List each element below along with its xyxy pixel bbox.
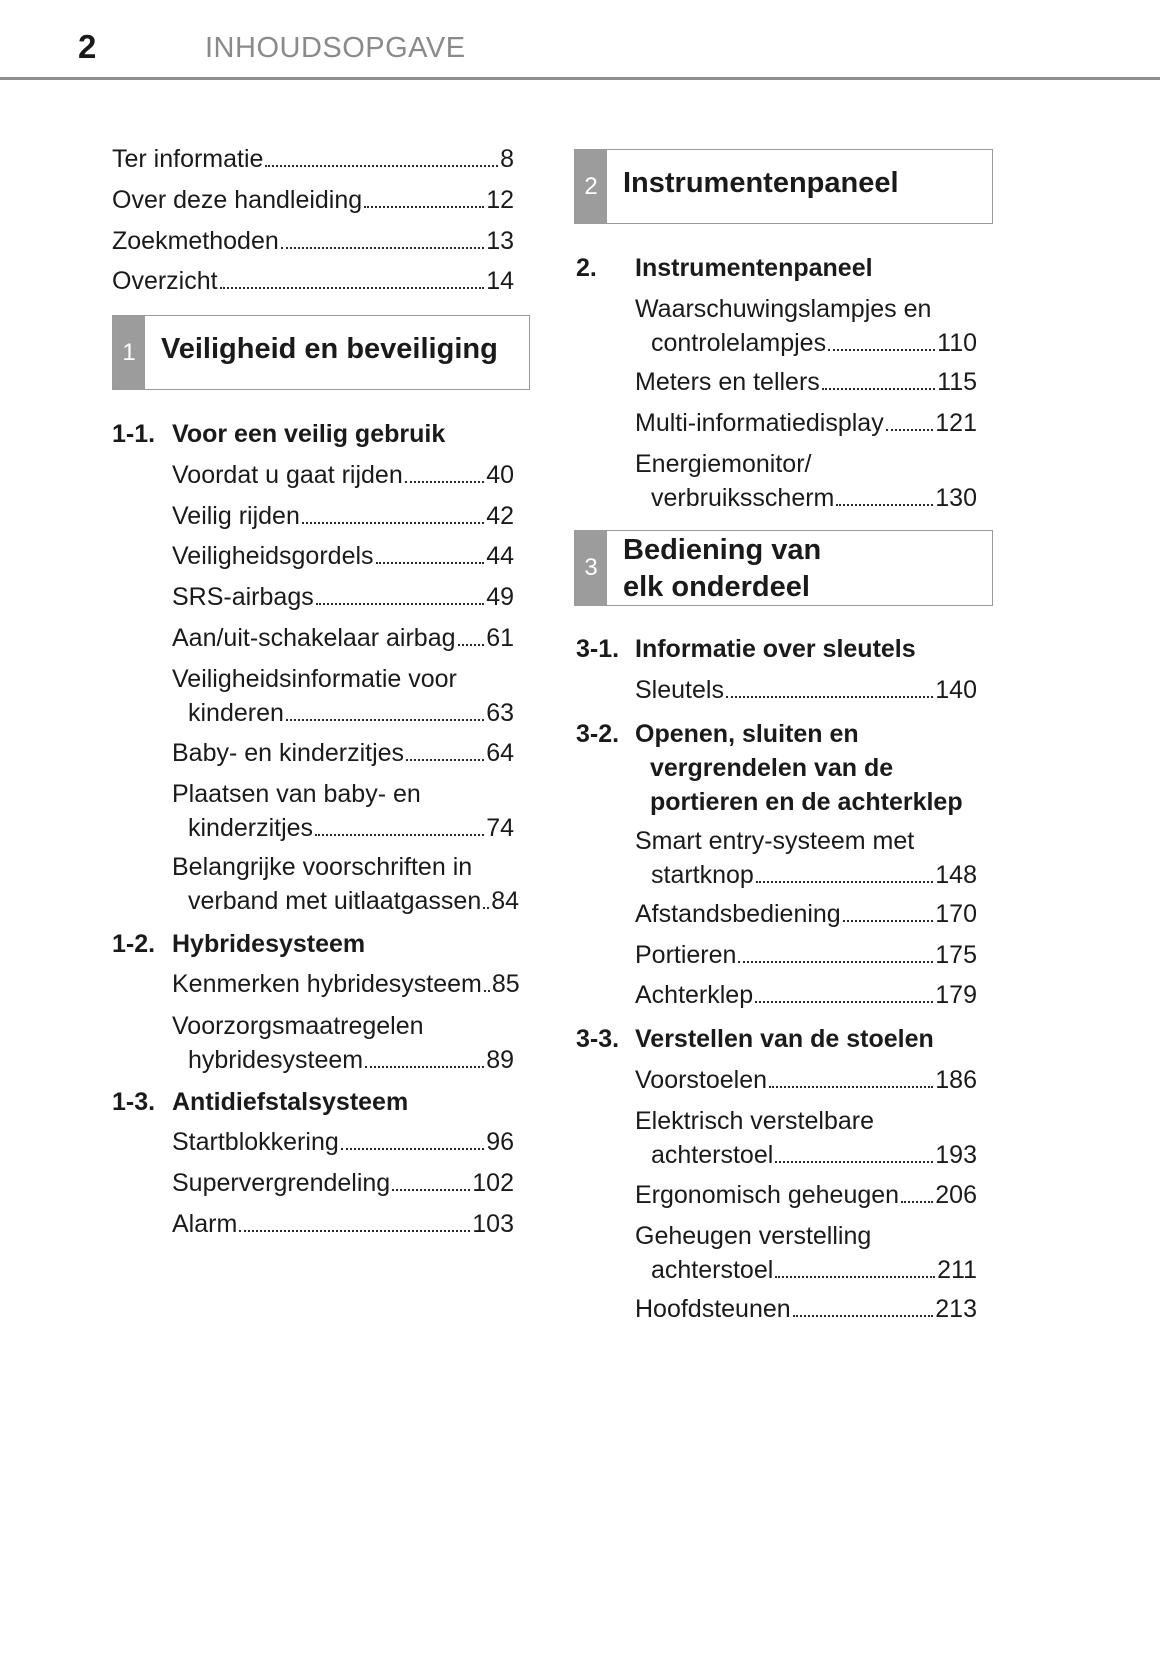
toc-entry[interactable]	[635, 1063, 977, 1097]
leader-dots	[483, 907, 489, 909]
toc-entry-page: 8	[500, 145, 514, 173]
toc-entry-title: Portieren	[635, 941, 737, 969]
toc-entry[interactable]	[635, 673, 977, 707]
chapter-number-tab: 1	[113, 316, 145, 389]
toc-entry-page: 64	[486, 739, 514, 767]
header-divider	[0, 77, 1160, 80]
chapter-1-heading[interactable]	[112, 315, 530, 390]
leader-dots	[775, 1161, 933, 1163]
page-header	[0, 0, 1160, 80]
section-title: Voor een veilig gebruik	[172, 420, 446, 448]
toc-entry-title: Achterklep	[635, 981, 754, 1009]
toc-entry[interactable]	[172, 662, 514, 730]
section-title: Instrumentenpaneel	[635, 254, 873, 282]
toc-entry-title: verband met uitlaatgassen	[188, 887, 482, 915]
chapter-number-tab: 2	[575, 150, 607, 223]
toc-entry-title: Startblokkering	[172, 1128, 339, 1156]
toc-entry-page: 186	[935, 1066, 977, 1094]
toc-entry-title: Supervergrendeling	[172, 1169, 391, 1197]
toc-entry-title: Sleutels	[635, 676, 724, 704]
toc-entry-title: Aan/uit-schakelaar airbag	[172, 624, 456, 652]
chapter-3-heading[interactable]	[574, 530, 993, 606]
toc-entry-page: 49	[486, 583, 514, 611]
toc-entry-page: 84	[491, 887, 520, 915]
leader-dots	[364, 206, 484, 208]
toc-entry-page: 89	[486, 1046, 514, 1074]
leader-dots	[316, 603, 484, 605]
toc-entry-title: Meters en tellers	[635, 368, 820, 396]
toc-entry-overzicht[interactable]	[112, 264, 514, 298]
toc-entry[interactable]	[635, 1178, 977, 1212]
leader-dots	[239, 1230, 470, 1232]
toc-entry-title-line1: Elektrisch verstelbare	[635, 1107, 874, 1135]
toc-entry-title: startknop	[651, 861, 754, 889]
leader-dots	[843, 920, 934, 922]
toc-entry-title: Voorstoelen	[635, 1066, 768, 1094]
leader-dots	[406, 759, 484, 761]
toc-entry-title: Alarm	[172, 1210, 238, 1238]
toc-entry-page: 85	[491, 970, 520, 998]
toc-entry-title: kinderzitjes	[188, 814, 314, 842]
toc-entry[interactable]	[635, 938, 977, 972]
toc-entry[interactable]	[635, 897, 977, 931]
toc-entry-title: Baby- en kinderzitjes	[172, 739, 405, 767]
toc-entry-title-line1: Plaatsen van baby- en	[172, 780, 421, 808]
leader-dots	[738, 961, 933, 963]
leader-dots	[793, 1315, 934, 1317]
toc-entry[interactable]	[172, 850, 520, 918]
toc-entry-title: Ergonomisch geheugen	[635, 1181, 900, 1209]
toc-entry-page: 115	[937, 368, 977, 396]
leader-dots	[458, 644, 485, 646]
toc-entry[interactable]	[172, 621, 514, 655]
toc-entry-title: Veilig rijden	[172, 502, 300, 530]
toc-entry-title-line1: Belangrijke voorschriften in	[172, 853, 473, 881]
leader-dots	[286, 719, 484, 721]
toc-entry[interactable]	[635, 1292, 977, 1326]
leader-dots	[886, 429, 934, 431]
toc-entry-title: achterstoel	[651, 1256, 774, 1284]
toc-entry-title: Multi-informatiedisplay	[635, 409, 884, 437]
toc-entry[interactable]	[635, 824, 977, 892]
toc-entry-page: 130	[935, 484, 977, 512]
toc-entry[interactable]	[172, 539, 514, 573]
toc-entry-page: 170	[935, 900, 977, 928]
page-number: 2	[78, 28, 97, 65]
toc-entry-page: 61	[486, 624, 514, 652]
section-title: Antidiefstalsysteem	[172, 1088, 409, 1116]
toc-entry-title-line1: Energiemonitor/	[635, 450, 812, 478]
section-number: 3-1.	[576, 635, 620, 663]
toc-entry-title: achterstoel	[651, 1141, 774, 1169]
leader-dots	[822, 388, 935, 390]
toc-entry[interactable]	[172, 1009, 514, 1077]
toc-entry-title: Overzicht	[112, 267, 218, 295]
section-heading-3-2[interactable]	[576, 717, 996, 819]
section-number: 3-2.	[576, 720, 620, 748]
toc-entry-page: 13	[486, 227, 514, 255]
toc-entry-page: 14	[486, 267, 514, 295]
section-number: 1-2.	[112, 930, 156, 958]
toc-entry-page: 211	[937, 1256, 977, 1284]
section-number: 2.	[576, 254, 597, 282]
toc-entry-title: Over deze handleiding	[112, 186, 363, 214]
toc-entry[interactable]	[172, 458, 514, 492]
toc-entry-page: 63	[486, 699, 514, 727]
toc-entry-page: 213	[935, 1295, 977, 1323]
toc-entry-page: 175	[935, 941, 977, 969]
leader-dots	[484, 990, 490, 992]
toc-entry[interactable]	[172, 1166, 514, 1200]
toc-entry-page: 206	[935, 1181, 977, 1209]
toc-entry-title: Hoofdsteunen	[635, 1295, 791, 1323]
leader-dots	[755, 1001, 933, 1003]
toc-entry[interactable]	[172, 736, 514, 770]
toc-entry-title: Afstandsbediening	[635, 900, 841, 928]
leader-dots	[726, 696, 933, 698]
toc-entry[interactable]	[172, 777, 514, 845]
leader-dots	[901, 1201, 933, 1203]
leader-dots	[365, 1066, 484, 1068]
toc-entry-title-line1: Smart entry-systeem met	[635, 827, 915, 855]
toc-entry-title: hybridesysteem	[188, 1046, 364, 1074]
leader-dots	[836, 504, 933, 506]
toc-entry[interactable]	[635, 365, 977, 399]
toc-entry-page: 179	[935, 981, 977, 1009]
chapter-number-tab: 3	[575, 531, 607, 605]
section-title-line2: vergrendelen van de	[650, 754, 894, 782]
toc-entry-page: 148	[935, 861, 977, 889]
section-title: Verstellen van de stoelen	[635, 1025, 934, 1053]
leader-dots	[220, 287, 485, 289]
chapter-title: Instrumentenpaneel	[623, 167, 899, 199]
toc-entry[interactable]	[635, 1104, 977, 1172]
toc-entry-title: Kenmerken hybridesysteem	[172, 970, 482, 998]
toc-entry[interactable]	[635, 447, 977, 515]
section-title-line3: portieren en de achterklep	[650, 788, 963, 816]
section-number: 1-3.	[112, 1088, 156, 1116]
toc-entry-zoekmethoden[interactable]	[112, 224, 514, 258]
toc-entry[interactable]	[172, 1125, 514, 1159]
toc-entry[interactable]	[172, 580, 514, 614]
page-title: INHOUDSOPGAVE	[205, 32, 466, 64]
toc-entry[interactable]	[172, 1207, 514, 1241]
toc-entry[interactable]	[172, 499, 514, 533]
toc-entry-page: 40	[486, 461, 514, 489]
toc-entry-page: 103	[472, 1210, 514, 1238]
toc-entry-page: 96	[486, 1128, 514, 1156]
toc-entry-title: SRS-airbags	[172, 583, 314, 611]
toc-entry-page: 12	[486, 186, 514, 214]
section-title-line1: Openen, sluiten en	[635, 720, 859, 748]
toc-entry-ter-informatie[interactable]	[112, 142, 514, 176]
leader-dots	[302, 522, 484, 524]
leader-dots	[769, 1086, 933, 1088]
leader-dots	[775, 1276, 935, 1278]
chapter-title-line1: Bediening van	[623, 534, 822, 566]
toc-entry-over-deze-handleiding[interactable]	[112, 183, 514, 217]
chapter-2-heading[interactable]	[574, 149, 993, 224]
toc-entry-page: 44	[486, 542, 514, 570]
section-number: 3-3.	[576, 1025, 620, 1053]
leader-dots	[828, 349, 935, 351]
toc-entry-title: Zoekmethoden	[112, 227, 279, 255]
toc-entry-title-line1: Veiligheidsinformatie voor	[172, 665, 457, 693]
leader-dots	[281, 247, 484, 249]
leader-dots	[392, 1189, 470, 1191]
section-title: Hybridesysteem	[172, 930, 366, 958]
toc-entry-page: 140	[935, 676, 977, 704]
toc-entry-title: controlelampjes	[651, 329, 827, 357]
toc-entry-title: Voordat u gaat rijden	[172, 461, 403, 489]
toc-entry[interactable]	[172, 967, 520, 1001]
toc-entry[interactable]	[635, 978, 977, 1012]
toc-entry[interactable]	[635, 292, 977, 360]
toc-entry-title: verbruiksscherm	[651, 484, 835, 512]
toc-entry[interactable]	[635, 1219, 977, 1287]
toc-entry-title: kinderen	[188, 699, 284, 727]
leader-dots	[315, 834, 484, 836]
section-title: Informatie over sleutels	[635, 635, 916, 663]
chapter-title-line2: elk onderdeel	[623, 571, 810, 603]
chapter-title: Veiligheid en beveiliging	[161, 333, 498, 365]
toc-entry[interactable]	[635, 406, 977, 440]
leader-dots	[265, 165, 498, 167]
toc-entry-page: 42	[486, 502, 514, 530]
leader-dots	[405, 481, 484, 483]
leader-dots	[756, 881, 933, 883]
leader-dots	[341, 1148, 484, 1150]
toc-entry-title-line1: Waarschuwingslampjes en	[635, 295, 932, 323]
section-number: 1-1.	[112, 420, 156, 448]
leader-dots	[376, 562, 485, 564]
toc-entry-page: 74	[486, 814, 514, 842]
toc-entry-page: 193	[935, 1141, 977, 1169]
toc-entry-title-line1: Geheugen verstelling	[635, 1222, 872, 1250]
toc-entry-title: Veiligheidsgordels	[172, 542, 374, 570]
toc-entry-page: 121	[935, 409, 977, 437]
toc-entry-title: Ter informatie	[112, 145, 264, 173]
toc-entry-page: 102	[472, 1169, 514, 1197]
toc-entry-title-line1: Voorzorgsmaatregelen	[172, 1012, 424, 1040]
toc-entry-page: 110	[937, 329, 977, 357]
